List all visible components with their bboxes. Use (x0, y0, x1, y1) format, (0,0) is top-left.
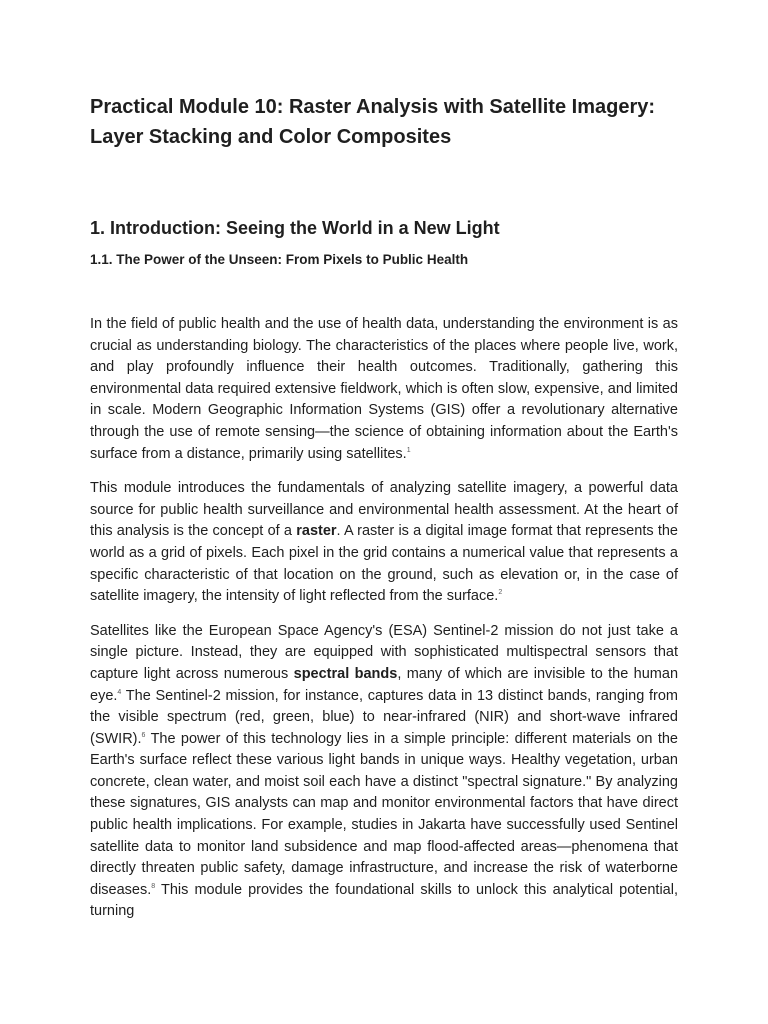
footnote-ref[interactable]: 4 (117, 688, 122, 696)
paragraph-3-text-d: The power of this technology lies in a simple principle: different materials on the Earth's surface reflect these various light bands in unique ways. Healthy vegetation, urban concrete, clean water, and moist soil each have a distinct "spectral signature." By analyzing these signatures, GIS analysts can map and monitor environmental factors that have direct public health implications. For example, studies in Jakarta have successfully used Sentinel satellite data to monitor land subsidence and map flood-affected areas—phenomena that directly threaten public safety, damage infrastructure, and increase the risk of waterborne diseases. (90, 730, 678, 898)
section-heading: 1. Introduction: Seeing the World in a New Light (90, 218, 500, 238)
paragraph-1 (90, 314, 678, 465)
paragraph-3-text-a: Satellites like the European Space Agency's (ESA) Sentinel-2 mission do not just take a single picture. Instead, they are equipped with sophisticated multispectral sensors that capture light across numerous (90, 622, 678, 682)
paragraph-2-text-a: This module introduces the fundamentals of analyzing satellite imagery, a powerful data source for public health surveillance and environmental health assessment. At the heart of this analysis is the concept of a (90, 480, 678, 540)
footnote-ref[interactable]: 6 (141, 731, 146, 739)
paragraph-1-text: In the field of public health and the use of health data, understanding the environment is as crucial as understanding biology. The characteristics of the places where people live, work, and play profoundly influence their health outcomes. Traditionally, gathering this environmental data required extensive fieldwork, which is often slow, expensive, and limited in scale. Modern Geographic Information Systems (GIS) offer a revolutionary alternative through the use of remote sensing—the science of obtaining information about the Earth's surface from a distance, primarily using satellites. (90, 316, 678, 462)
paragraph-3-text-b: , many of which are invisible to the human eye. (90, 665, 679, 704)
footnote-ref[interactable]: 8 (151, 882, 156, 890)
paragraph-2-text-b: . A raster is a digital image format that represents the world as a grid of pixels. Each pixel in the grid contains a numerical value that represents a specific characteristic of that location on the ground, such as elevation or, in the case of satellite imagery, the intensity of light reflected from the surface. (90, 523, 678, 605)
paragraph-2 (90, 478, 678, 608)
subsection-heading: 1.1. The Power of the Unseen: From Pixels to Public Health (90, 252, 469, 267)
document-title: Practical Module 10: Raster Analysis with Satellite Imagery: Layer Stacking and Color Composites (90, 96, 656, 148)
footnote-ref[interactable]: 2 (498, 589, 503, 597)
term-spectral-bands: spectral bands (293, 665, 398, 682)
paragraph-3-text-c: The Sentinel-2 mission, for instance, captures data in 13 distinct bands, ranging from the visible spectrum (red, green, blue) to near-infrared (NIR) and short-wave infrared (SWIR). (90, 687, 678, 747)
paragraph-3-text-e: This module provides the foundational skills to unlock this analytical potential, turning (90, 881, 678, 920)
term-raster: raster (296, 523, 337, 540)
paragraph-3 (90, 621, 678, 923)
footnote-ref[interactable]: 1 (406, 446, 411, 454)
